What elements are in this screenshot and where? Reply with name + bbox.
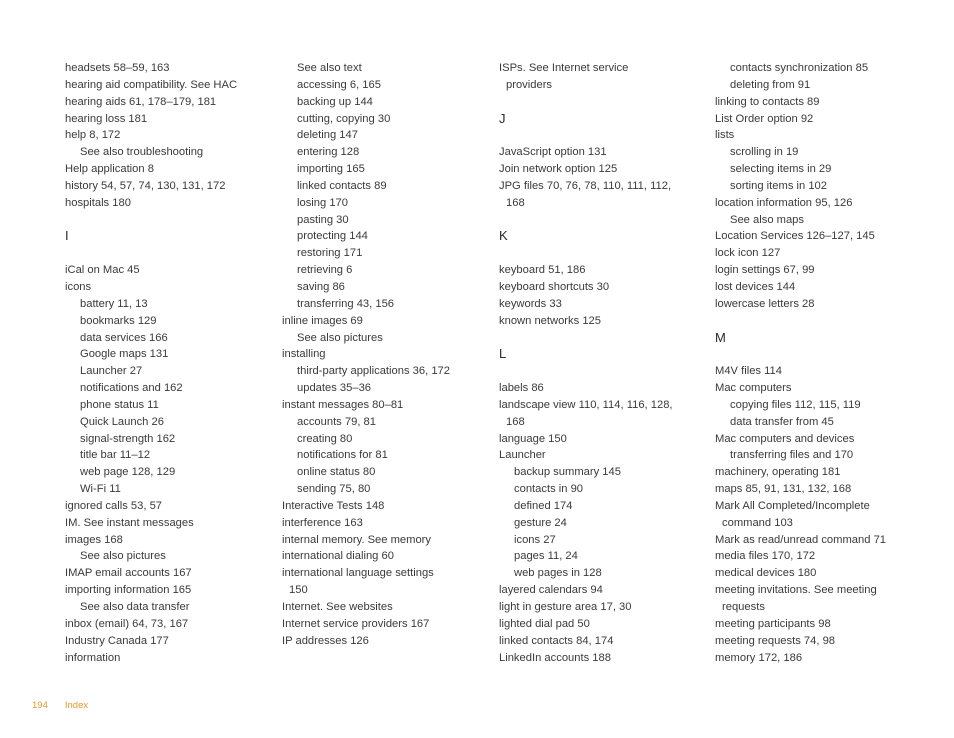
index-entry: hearing loss 181 [65, 112, 148, 125]
index-subentry: deleting from 91 [730, 78, 811, 91]
index-entry: keyboard 51, 186 [499, 264, 586, 277]
index-subentry: selecting items in 29 [730, 163, 832, 176]
index-entry: medical devices 180 [715, 567, 817, 580]
index-entry: importing information 165 [65, 584, 192, 597]
index-entry: meeting requests 74, 98 [715, 634, 836, 647]
index-entry: IMAP email accounts 167 [65, 567, 192, 580]
index-entry: installing [282, 348, 326, 361]
index-subentry: scrolling in 19 [730, 146, 799, 159]
index-entry: lost devices 144 [715, 280, 796, 293]
index-entry: JPG files 70, 76, 78, 110, 111, 112, [499, 179, 672, 192]
index-subentry: retrieving 6 [297, 264, 353, 277]
index-entry: information [65, 651, 121, 664]
index-subentry: protecting 144 [297, 230, 368, 243]
index-entry: known networks 125 [499, 314, 601, 327]
index-subentry: web page 128, 129 [80, 466, 176, 479]
index-subentry: sending 75, 80 [297, 483, 371, 496]
index-entry: interference 163 [282, 516, 363, 529]
section-spacer [65, 245, 270, 262]
index-subentry: signal-strength 162 [80, 432, 176, 445]
index-subentry: gesture 24 [514, 516, 567, 529]
section-spacer [65, 212, 270, 229]
index-entry: JavaScript option 131 [499, 146, 607, 159]
index-subentry: See also pictures [80, 550, 166, 563]
index-subentry: defined 174 [514, 499, 573, 512]
index-entry: ignored calls 53, 57 [65, 499, 163, 512]
index-subentry: transferring 43, 156 [297, 297, 395, 310]
index-subentry: cutting, copying 30 [297, 112, 391, 125]
index-entry: machinery, operating 181 [715, 466, 841, 479]
index-entry: login settings 67, 99 [715, 264, 815, 277]
index-subentry: battery 11, 13 [80, 297, 148, 310]
index-subentry: notifications for 81 [297, 449, 388, 462]
index-subentry: pages 11, 24 [514, 550, 578, 563]
index-subentry: backing up 144 [297, 95, 373, 108]
index-subentry: losing 170 [297, 196, 349, 209]
index-entry: hospitals 180 [65, 196, 131, 209]
index-entry-continuation: command 103 [722, 516, 793, 529]
index-entry: images 168 [65, 533, 123, 546]
index-subentry: data transfer from 45 [730, 415, 834, 428]
index-entry: inbox (email) 64, 73, 167 [65, 617, 189, 630]
index-entry-continuation: requests [722, 601, 765, 613]
section-spacer [499, 94, 704, 111]
index-entry: international language settings [282, 567, 434, 580]
index-subentry: accessing 6, 165 [297, 78, 381, 91]
index-entry: history 54, 57, 74, 130, 131, 172 [65, 179, 226, 192]
index-entry: location information 95, 126 [715, 196, 853, 209]
index-entry: lighted dial pad 50 [499, 617, 590, 630]
index-subentry: Quick Launch 26 [80, 415, 164, 428]
section-spacer [499, 363, 704, 380]
index-subentry: saving 86 [297, 280, 345, 293]
index-entry: hearing aids 61, 178–179, 181 [65, 95, 217, 108]
index-entry: memory 172, 186 [715, 651, 803, 664]
index-entry: hearing aid compatibility. See HAC [65, 78, 238, 91]
index-entry: Industry Canada 177 [65, 634, 169, 647]
index-entry: Help application 8 [65, 163, 154, 176]
index-entry: instant messages 80–81 [282, 398, 404, 411]
section-spacer [715, 346, 920, 363]
index-entry: iCal on Mac 45 [65, 264, 140, 277]
index-entry: lowercase letters 28 [715, 297, 815, 310]
section-spacer [499, 245, 704, 262]
index-entry: linked contacts 84, 174 [499, 634, 614, 647]
index-entry: LinkedIn accounts 188 [499, 651, 611, 664]
index-entry: international dialing 60 [282, 550, 394, 563]
index-subentry: See also data transfer [80, 601, 190, 613]
index-entry: help 8, 172 [65, 129, 121, 142]
index-subentry: bookmarks 129 [80, 314, 157, 327]
index-subentry: See also text [297, 62, 362, 74]
index-subentry: Google maps 131 [80, 348, 169, 361]
index-entry: Mark All Completed/Incomplete [715, 499, 870, 512]
index-entry: meeting invitations. See meeting [715, 584, 877, 597]
index-entry: media files 170, 172 [715, 550, 816, 563]
index-entry: Interactive Tests 148 [282, 499, 385, 512]
index-entry: landscape view 110, 114, 116, 128, [499, 398, 673, 411]
index-subentry: pasting 30 [297, 213, 349, 226]
section-letter-heading: M [715, 329, 726, 345]
index-entry: keyboard shortcuts 30 [499, 280, 610, 293]
section-spacer [715, 313, 920, 330]
index-subentry: restoring 171 [297, 247, 363, 260]
index-column-4 [715, 60, 920, 666]
index-entry: Mac computers [715, 382, 792, 395]
index-entry-continuation: providers [506, 78, 553, 91]
index-subentry: deleting 147 [297, 129, 358, 142]
index-subentry: copying files 112, 115, 119 [730, 398, 861, 411]
index-entry: linking to contacts 89 [715, 95, 820, 108]
index-subentry: phone status 11 [80, 398, 159, 411]
index-entry: M4V files 114 [715, 365, 782, 378]
index-entry: icons [65, 280, 92, 293]
index-column-3 [499, 60, 704, 666]
index-subentry: updates 35–36 [297, 382, 372, 395]
section-letter-heading: K [499, 228, 508, 244]
index-entry: language 150 [499, 432, 567, 445]
index-subentry: accounts 79, 81 [297, 415, 376, 428]
index-subentry: entering 128 [297, 146, 360, 159]
index-entry-continuation: 168 [506, 415, 525, 428]
index-column-1 [65, 60, 270, 666]
index-subentry: See also pictures [297, 331, 383, 344]
index-entry: labels 86 [499, 382, 544, 395]
index-column-2 [282, 60, 487, 650]
index-subentry: transferring files and 170 [730, 449, 854, 462]
index-entry: layered calendars 94 [499, 584, 603, 597]
section-spacer [499, 330, 704, 347]
index-subentry: icons 27 [514, 533, 556, 546]
index-entry: Join network option 125 [499, 163, 618, 176]
index-subentry: backup summary 145 [514, 466, 621, 479]
section-letter-heading: I [65, 228, 69, 244]
footer-section-label: Index [64, 700, 89, 711]
index-subentry: Wi-Fi 11 [80, 483, 121, 496]
index-subentry: online status 80 [297, 466, 376, 479]
index-subentry: sorting items in 102 [730, 179, 828, 192]
section-spacer [499, 212, 704, 229]
index-subentry: contacts in 90 [514, 483, 584, 496]
index-entry: Internet. See websites [282, 601, 393, 613]
index-entry: internal memory. See memory [282, 533, 432, 546]
index-entry: meeting participants 98 [715, 617, 831, 630]
index-entry: IM. See instant messages [65, 516, 194, 529]
index-entry: Launcher [499, 449, 546, 462]
index-subentry: web pages in 128 [514, 567, 602, 580]
section-spacer [499, 127, 704, 144]
index-subentry: creating 80 [297, 432, 353, 445]
index-entry: headsets 58–59, 163 [65, 62, 170, 74]
index-entry: lists [715, 129, 735, 142]
index-subentry: See also troubleshooting [80, 146, 204, 159]
index-entry: IP addresses 126 [282, 634, 369, 647]
index-entry: maps 85, 91, 131, 132, 168 [715, 483, 852, 496]
index-entry-continuation: 150 [289, 584, 308, 597]
index-entry: light in gesture area 17, 30 [499, 601, 632, 613]
index-entry: List Order option 92 [715, 112, 814, 125]
index-subentry: data services 166 [80, 331, 168, 344]
page-number: 194 [32, 700, 48, 711]
index-subentry: linked contacts 89 [297, 179, 387, 192]
index-entry: Location Services 126–127, 145 [715, 230, 875, 243]
index-entry: Internet service providers 167 [282, 617, 430, 630]
index-entry-continuation: 168 [506, 196, 525, 209]
index-subentry: Launcher 27 [80, 365, 143, 378]
index-subentry: contacts synchronization 85 [730, 62, 869, 74]
index-entry: keywords 33 [499, 297, 562, 310]
page-footer [32, 700, 88, 711]
section-letter-heading: J [499, 110, 506, 126]
index-subentry: notifications and 162 [80, 382, 183, 395]
index-subentry: importing 165 [297, 163, 365, 176]
index-entry: Mac computers and devices [715, 432, 855, 445]
index-entry: Mark as read/unread command 71 [715, 533, 887, 546]
index-subentry: third-party applications 36, 172 [297, 365, 450, 378]
section-letter-heading: L [499, 346, 507, 362]
index-entry: ISPs. See Internet service [499, 62, 629, 74]
index-entry: inline images 69 [282, 314, 363, 327]
index-subentry: See also maps [730, 213, 805, 226]
index-subentry: title bar 11–12 [80, 449, 151, 462]
index-entry: lock icon 127 [715, 247, 781, 260]
